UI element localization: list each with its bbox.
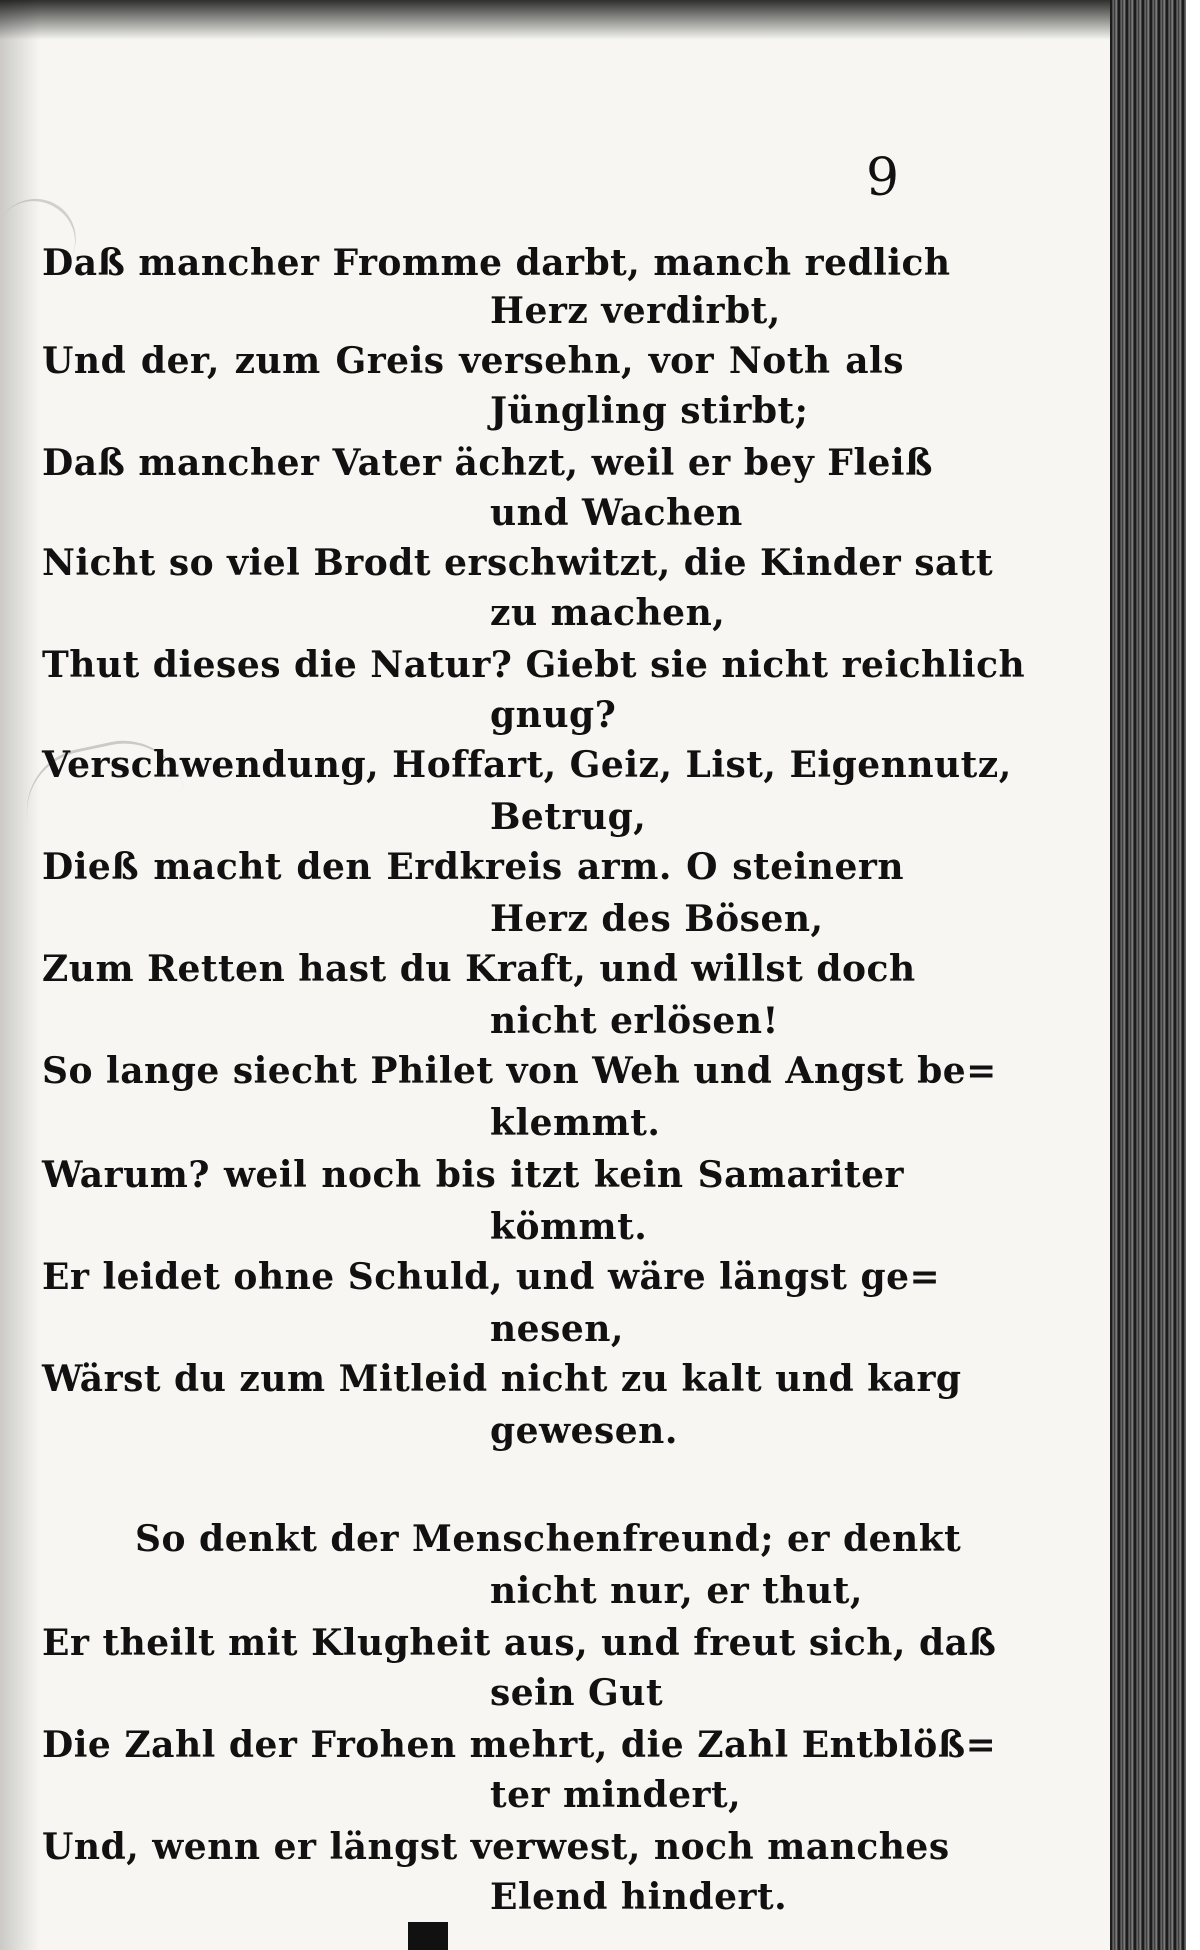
poem-line: Zum Retten hast du Kraft, und willst doch [42,948,916,990]
poem-line: Nicht so viel Brodt erschwitzt, die Kinder satt [42,542,994,584]
poem-line: Wärst du zum Mitleid nicht zu kalt und karg [42,1358,962,1400]
poem-line: Herz des Bösen, [490,898,824,940]
poem-line: Betrug, [490,796,647,838]
poem-line: und Wachen [490,492,743,534]
poem-line: gnug? [490,694,617,736]
poem-line: zu machen, [490,592,726,634]
poem-line: kömmt. [490,1206,648,1248]
poem-line: klemmt. [490,1102,661,1144]
cut-off-catchword [380,1922,900,1950]
poem-line: Thut dieses die Natur? Giebt sie nicht reichlich [42,644,1026,686]
poem-line: sein Gut [490,1672,664,1714]
poem-line: Die Zahl der Frohen mehrt, die Zahl Entblöß= [42,1724,997,1766]
poem-line: nicht erlösen! [490,1000,779,1042]
poem-line: nesen, [490,1308,624,1350]
poem-line: Er leidet ohne Schuld, und wäre längst ge= [42,1256,941,1298]
poem-line: Jüngling stirbt; [490,390,809,432]
poem-line: Herz verdirbt, [490,290,781,332]
poem-line: Warum? weil noch bis itzt kein Samariter [42,1154,904,1196]
poem-line: nicht nur, er thut, [490,1570,863,1612]
page-number: 9 [866,148,900,208]
poem-line: Dieß macht den Erdkreis arm. O steinern [42,846,904,888]
poem-line: Verschwendung, Hoffart, Geiz, List, Eigennutz, [42,744,1012,786]
book-page-edges [1110,0,1200,1950]
poem-line: Daß mancher Fromme darbt, manch redlich [42,242,951,284]
poem-line: Er theilt mit Klugheit aus, und freut sich, daß [42,1622,997,1664]
poem-line: So lange siecht Philet von Weh und Angst be= [42,1050,997,1092]
poem-line: Und, wenn er längst verwest, noch manches [42,1826,950,1868]
poem-line: Und der, zum Greis versehn, vor Noth als [42,340,904,382]
poem-line: ter mindert, [490,1774,742,1816]
poem-line: So denkt der Menschenfreund; er denkt [135,1518,962,1560]
poem-line: gewesen. [490,1410,678,1452]
poem-line: Elend hindert. [490,1876,788,1918]
poem-line: Daß mancher Vater ächzt, weil er bey Fleiß [42,442,933,484]
